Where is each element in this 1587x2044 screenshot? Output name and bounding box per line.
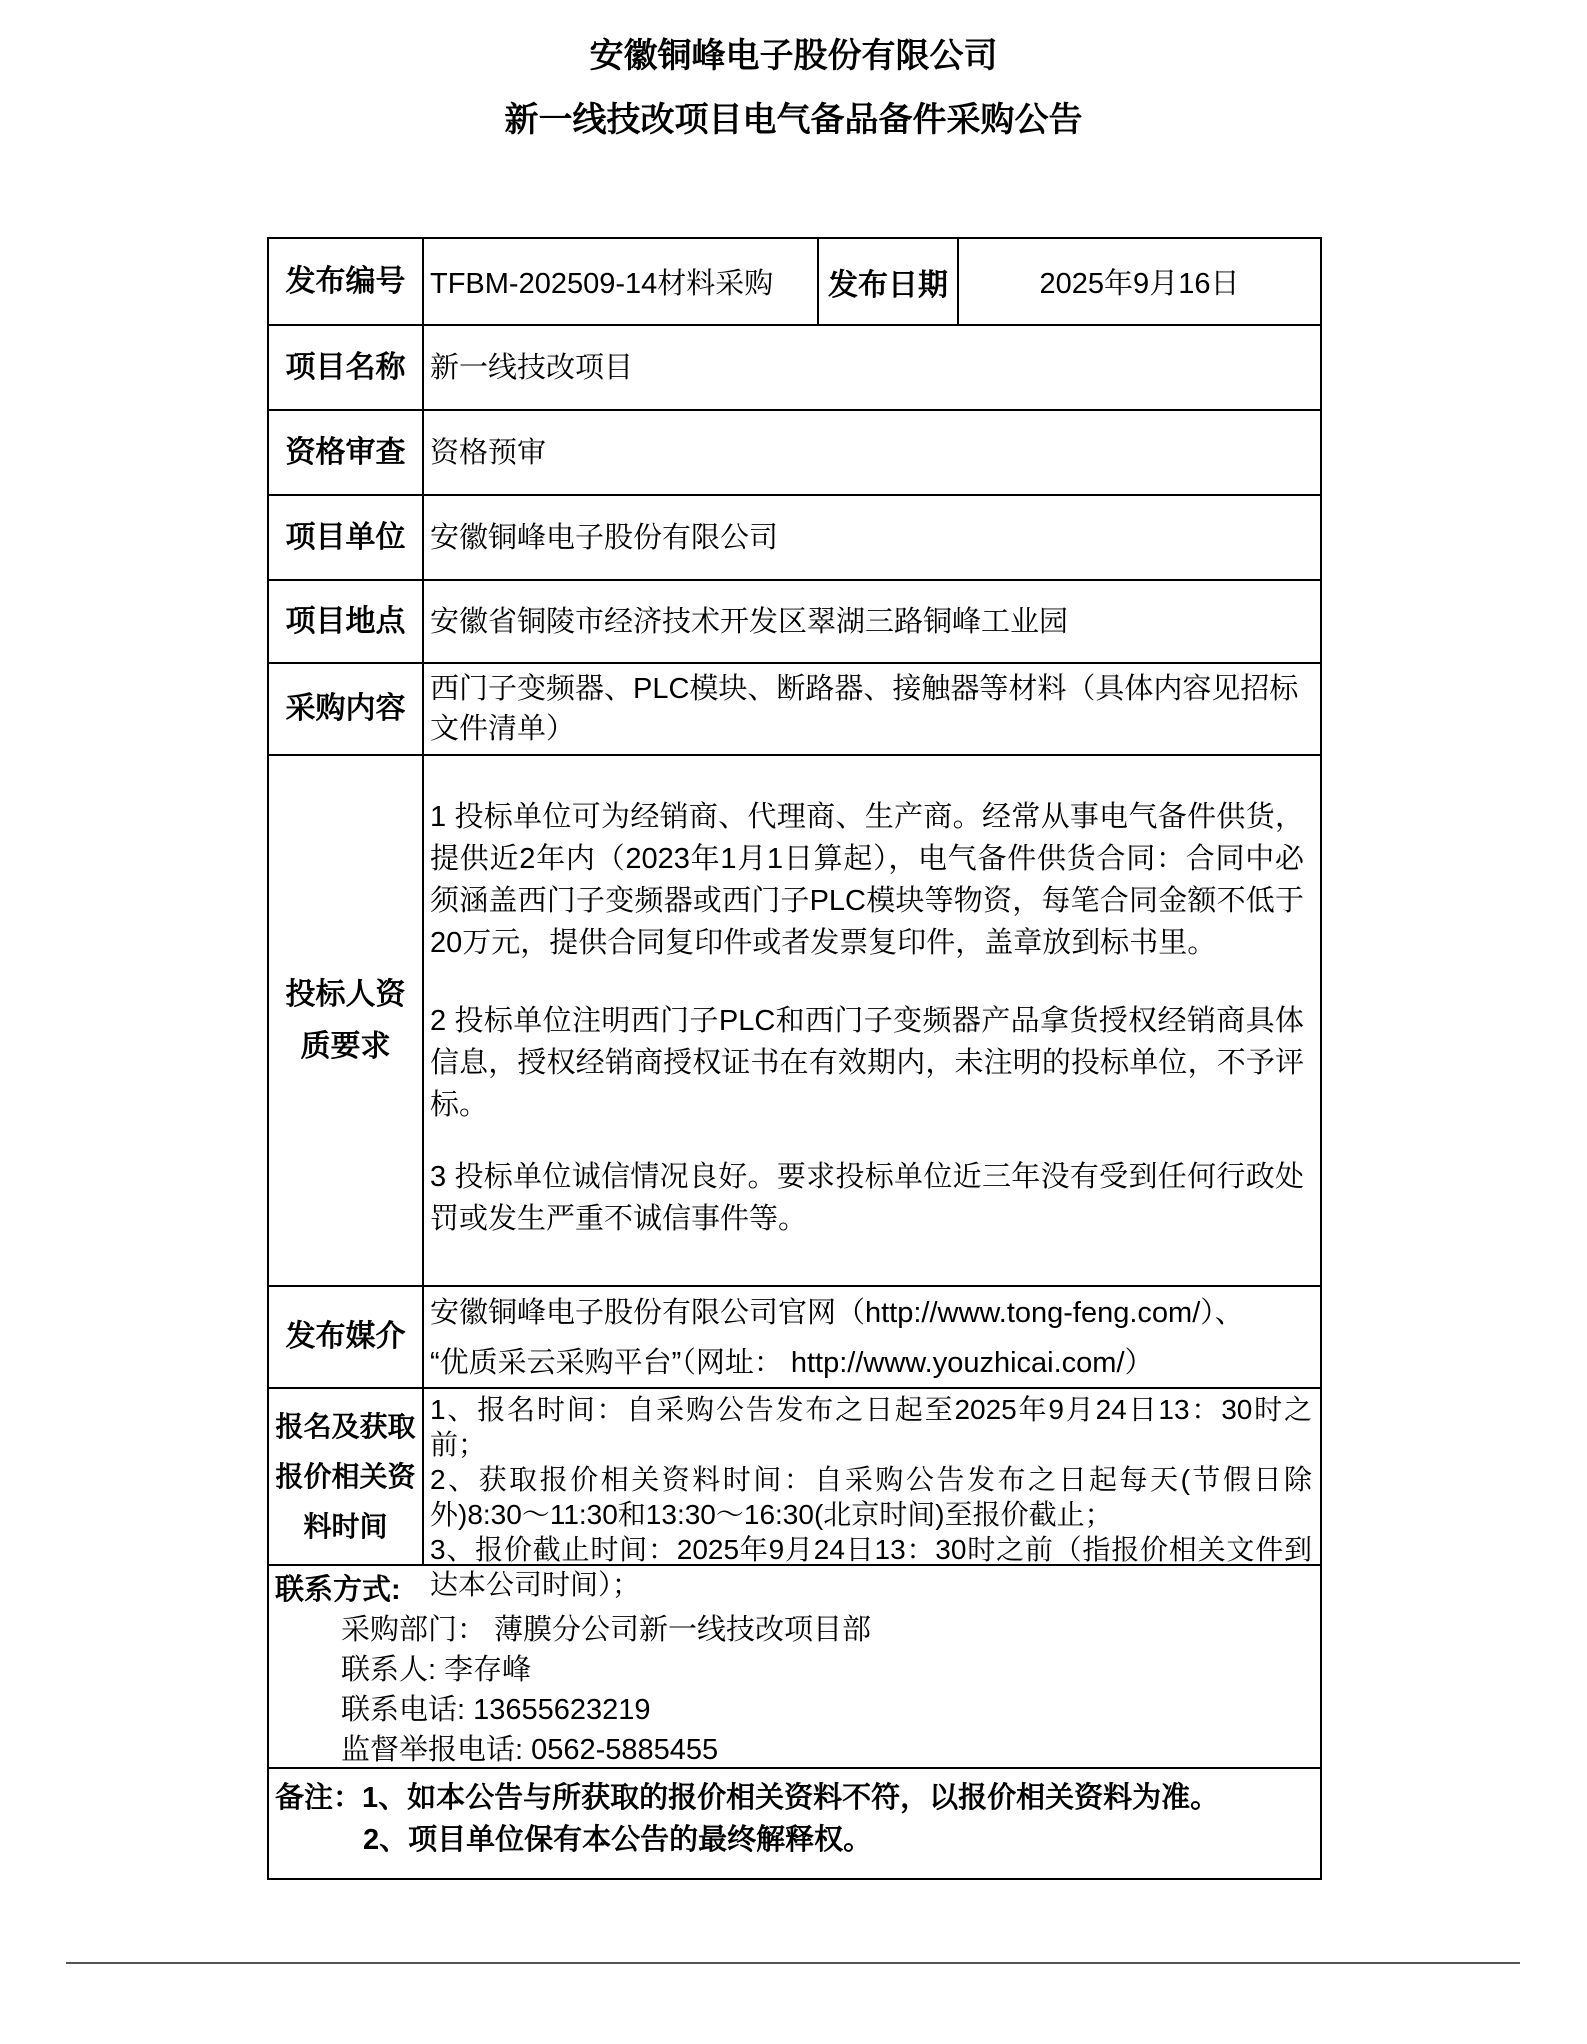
- publish-date-value: 2025年9月16日: [957, 239, 1320, 324]
- contact-heading: 联系方式:: [275, 1574, 401, 1606]
- remarks-prefix: 备注：: [275, 1782, 363, 1814]
- contact-supervision-phone: 监督举报电话: 0562-5885455: [341, 1734, 719, 1766]
- procurement-content-value: 西门子变频器、PLC模块、断路器、接触器等材料（具体内容见招标文件清单）: [422, 664, 1320, 754]
- qualification-paragraph-3: 3 投标单位诚信情况良好。要求投标单位近三年没有受到任何行政处罚或发生严重不诚信事件等。: [430, 1161, 1304, 1235]
- project-name-label: 项目名称: [285, 350, 406, 384]
- remarks-block: [269, 1769, 1320, 1878]
- remarks-item-2: 2、项目单位保有本公告的最终解释权。: [363, 1824, 873, 1856]
- qualification-paragraph-1: 1 投标单位可为经销商、代理商、生产商。经常从事电气备件供货，提供近2年内（2023年1月1日算起），电气备件供货合同：合同中必须涵盖西门子变频器或西门子PLC模块等物资，每笔合同金额不低于20万元，提供合同复印件或者发票复印件，盖章放到标书里。: [430, 801, 1304, 959]
- table-row-publish-number: [269, 239, 1320, 324]
- project-unit-value: 安徽铜峰电子股份有限公司: [422, 496, 1320, 579]
- table-row-publish-media: [269, 1285, 1320, 1387]
- table-row-qualification-review: [269, 409, 1320, 494]
- remarks-item-1: 1、如本公告与所获取的报价相关资料不符，以报价相关资料为准。: [362, 1782, 1220, 1814]
- schedule-item-2: 2、获取报价相关资料时间：自采购公告发布之日起每天(节假日除外)8:30～11:30和13:30～16:30(北京时间)至报价截止；: [430, 1464, 1312, 1530]
- project-location-label: 项目地点: [285, 604, 406, 638]
- project-location-value: 安徽省铜陵市经济技术开发区翠湖三路铜峰工业园: [422, 581, 1320, 662]
- footer-divider: [66, 1962, 1520, 1964]
- bidder-qualification-label: 投标人资质要求: [285, 977, 406, 1063]
- publish-media-label: 发布媒介: [285, 1320, 406, 1353]
- page-subtitle: 新一线技改项目电气备品备件采购公告: [504, 101, 1083, 139]
- publish-media-line-2: “优质采云采购平台”（网址： http://www.youzhicai.com/）: [430, 1347, 1154, 1379]
- table-row-contact: [269, 1564, 1320, 1767]
- publish-date-label: 发布日期: [817, 239, 957, 324]
- table-row-project-location: [269, 579, 1320, 662]
- project-name-value: 新一线技改项目: [422, 326, 1320, 409]
- publish-number-value: TFBM-202509-14材料采购: [422, 239, 817, 324]
- publish-media-line-1: 安徽铜峰电子股份有限公司官网（http://www.tong-feng.com/）、: [430, 1297, 1244, 1329]
- table-row-remarks: [269, 1767, 1320, 1878]
- schedule-item-3: 3、报价截止时间：2025年9月24日13：30时之前（指报价相关文件到达本公司时间）；: [430, 1534, 1312, 1600]
- qualification-review-label: 资格审查: [285, 435, 406, 469]
- table-row-procurement-content: [269, 662, 1320, 754]
- table-row-bidder-qualification: [269, 754, 1320, 1285]
- bidder-qualification-content: [422, 756, 1320, 1285]
- page-title: 安徽铜峰电子股份有限公司: [589, 37, 998, 75]
- publish-media-content: [422, 1287, 1320, 1387]
- procurement-content-label: 采购内容: [285, 692, 406, 725]
- schedule-label: 报名及获取报价相关资料时间: [275, 1410, 416, 1542]
- schedule-content: [422, 1389, 1320, 1600]
- contact-person: 联系人: 李存峰: [341, 1654, 532, 1686]
- contact-department: 采购部门： 薄膜分公司新一线技改项目部: [341, 1614, 872, 1646]
- table-row-project-name: [269, 324, 1320, 409]
- announcement-table: [267, 237, 1322, 1880]
- remarks-line-1: [275, 1777, 1310, 1819]
- qualification-review-value: 资格预审: [422, 411, 1320, 494]
- contact-block: [269, 1566, 1320, 1767]
- schedule-item-1: 1、报名时间：自采购公告发布之日起至2025年9月24日13：30时之前；: [430, 1394, 1312, 1460]
- qualification-paragraph-2: 2 投标单位注明西门子PLC和西门子变频器产品拿货授权经销商具体信息，授权经销商授权证书在有效期内，未注明的投标单位，不予评标。: [430, 1005, 1304, 1121]
- publish-number-label: 发布编号: [285, 264, 406, 298]
- contact-phone: 联系电话: 13655623219: [341, 1694, 651, 1726]
- table-row-project-unit: [269, 494, 1320, 579]
- project-unit-label: 项目单位: [285, 520, 406, 554]
